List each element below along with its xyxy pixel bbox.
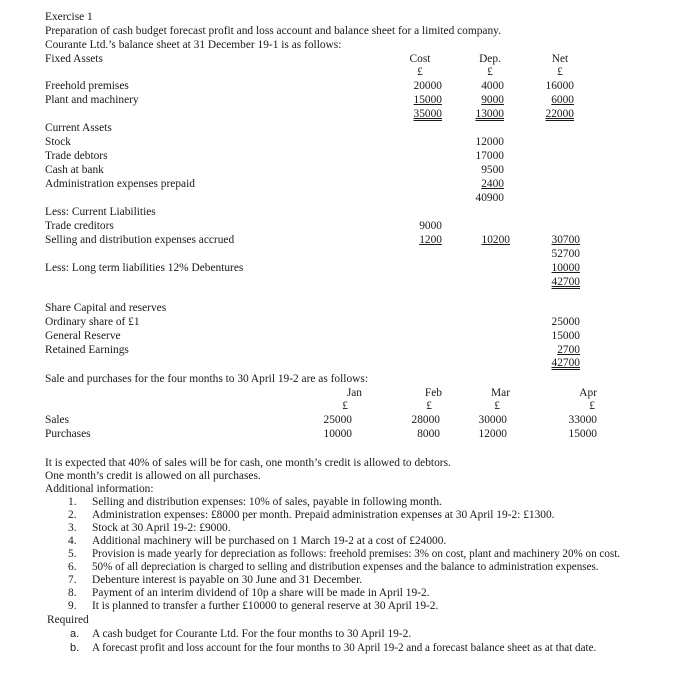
- info-item-number: 5.: [68, 548, 77, 560]
- capital-row-value: 25000: [551, 316, 580, 328]
- info-item-text: Stock at 30 April 19-2: £9000.: [92, 522, 231, 534]
- info-item-text: Additional machinery will be purchased on 1 March 19-2 at a cost of £24000.: [92, 535, 447, 547]
- working-capital: 30700: [551, 234, 580, 246]
- credit-note: One month’s credit is allowed on all purchases.: [45, 470, 261, 482]
- month-header: Jan: [346, 387, 362, 399]
- current-row-value: 9500: [481, 164, 504, 176]
- info-item-text: Payment of an interim dividend of 10p a share will be made in April 19-2.: [92, 587, 430, 599]
- info-item-number: 2.: [68, 509, 77, 521]
- fixed-row-dep: 4000: [481, 80, 504, 92]
- info-item-text: Administration expenses: £8000 per month. Prepaid administration expenses at 30 April 19-2: £1300.: [92, 509, 555, 521]
- sales-row-label: Sales: [45, 414, 70, 426]
- balance-sheet-intro: Courante Ltd.’s balance sheet at 31 December 19-1 is as follows:: [45, 39, 342, 51]
- required-item-text: A forecast profit and loss account for the four months to 30 April 19-2 and a forecast balance sheet as at that date.: [92, 642, 597, 654]
- debentures-value: 10000: [551, 262, 580, 274]
- current-row-value: 12000: [475, 136, 504, 148]
- info-item-text: Selling and distribution expenses: 10% of sales, payable in following month.: [92, 496, 442, 508]
- fixed-total-net: 22000: [545, 108, 574, 120]
- info-item-text: 50% of all depreciation is charged to selling and distribution expenses and the balance to administration expenses.: [92, 561, 599, 573]
- month-currency: £: [426, 400, 432, 412]
- balance-subtotal: 52700: [551, 248, 580, 260]
- cost-currency: £: [417, 66, 423, 78]
- sales-value: 30000: [478, 414, 507, 426]
- liability-row-value: 9000: [419, 220, 442, 232]
- current-assets-heading: Current Assets: [45, 122, 112, 134]
- liabilities-total: 10200: [481, 234, 510, 246]
- dep-currency: £: [487, 66, 493, 78]
- current-liabilities-heading: Less: Current Liabilities: [45, 206, 156, 218]
- info-item-number: 9.: [68, 600, 77, 612]
- info-item-number: 1.: [68, 496, 77, 508]
- capital-row-label: Retained Earnings: [45, 344, 129, 356]
- fixed-row-cost: 15000: [413, 94, 442, 106]
- month-currency: £: [589, 400, 595, 412]
- cash-sales-note: It is expected that 40% of sales will be for cash, one month’s credit is allowed to debtors.: [45, 457, 451, 469]
- capital-heading: Share Capital and reserves: [45, 302, 167, 314]
- sales-value: 33000: [568, 414, 597, 426]
- fixed-row-net: 6000: [551, 94, 574, 106]
- info-item-number: 4.: [68, 535, 77, 547]
- col-cost-header: Cost: [409, 53, 431, 65]
- info-item-text: Debenture interest is payable on 30 June and 31 December.: [92, 574, 363, 586]
- capital-row-label: Ordinary share of £1: [45, 316, 140, 328]
- purchases-value: 12000: [478, 428, 507, 440]
- additional-info-heading: Additional information:: [45, 483, 154, 495]
- fixed-row-label: Freehold premises: [45, 80, 129, 92]
- required-item-letter: b.: [70, 642, 80, 654]
- fixed-row-cost: 20000: [413, 80, 442, 92]
- liability-row-label: Selling and distribution expenses accrued: [45, 234, 235, 246]
- col-dep-header: Dep.: [479, 53, 501, 65]
- exercise-label: Exercise 1: [45, 11, 93, 23]
- month-currency: £: [494, 400, 500, 412]
- capital-row-label: General Reserve: [45, 330, 121, 342]
- month-header: Apr: [579, 387, 597, 399]
- info-item-number: 6.: [68, 561, 77, 573]
- current-row-value: 2400: [481, 178, 504, 190]
- fixed-row-dep: 9000: [481, 94, 504, 106]
- month-currency: £: [342, 400, 348, 412]
- month-header: Mar: [491, 387, 510, 399]
- sales-value: 28000: [411, 414, 440, 426]
- info-item-text: Provision is made yearly for depreciation as follows: freehold premises: 3% on cost, plant and machinery 20% on cost.: [92, 548, 621, 560]
- fixed-row-net: 16000: [545, 80, 574, 92]
- purchases-value: 8000: [417, 428, 440, 440]
- fixed-total-cost: 35000: [413, 108, 442, 120]
- fixed-row-label: Plant and machinery: [45, 94, 139, 106]
- sales-value: 25000: [323, 414, 352, 426]
- current-assets-total: 40900: [475, 192, 504, 204]
- current-row-label: Administration expenses prepaid: [45, 178, 195, 190]
- required-heading: Required: [47, 614, 89, 626]
- current-row-label: Cash at bank: [45, 164, 104, 176]
- net-assets-total: 42700: [551, 276, 580, 288]
- capital-total: 42700: [551, 357, 580, 369]
- purchases-value: 15000: [568, 428, 597, 440]
- month-header: Feb: [424, 387, 442, 399]
- liability-row-label: Trade creditors: [45, 220, 114, 232]
- info-item-text: It is planned to transfer a further £10000 to general reserve at 30 April 19-2.: [92, 600, 439, 612]
- current-row-label: Stock: [45, 136, 71, 148]
- net-currency: £: [557, 66, 563, 78]
- col-net-header: Net: [551, 53, 569, 65]
- fixed-assets-heading: Fixed Assets: [45, 53, 103, 65]
- long-term-liabilities-label: Less: Long term liabilities 12% Debentures: [45, 262, 244, 274]
- sales-table-intro: Sale and purchases for the four months to 30 April 19-2 are as follows:: [45, 373, 368, 385]
- capital-row-value: 15000: [551, 330, 580, 342]
- capital-row-value: 2700: [557, 344, 580, 356]
- fixed-total-dep: 13000: [475, 108, 504, 120]
- purchases-row-label: Purchases: [45, 428, 91, 440]
- current-row-label: Trade debtors: [45, 150, 108, 162]
- purchases-value: 10000: [323, 428, 352, 440]
- info-item-number: 3.: [68, 522, 77, 534]
- info-item-number: 8.: [68, 587, 77, 599]
- required-item-text: A cash budget for Courante Ltd. For the four months to 30 April 19-2.: [92, 628, 412, 640]
- liability-row-value: 1200: [419, 234, 442, 246]
- current-row-value: 17000: [475, 150, 504, 162]
- required-item-letter: a.: [70, 628, 80, 640]
- info-item-number: 7.: [68, 574, 77, 586]
- exercise-title: Preparation of cash budget forecast profit and loss account and balance sheet for a limited company.: [45, 25, 501, 37]
